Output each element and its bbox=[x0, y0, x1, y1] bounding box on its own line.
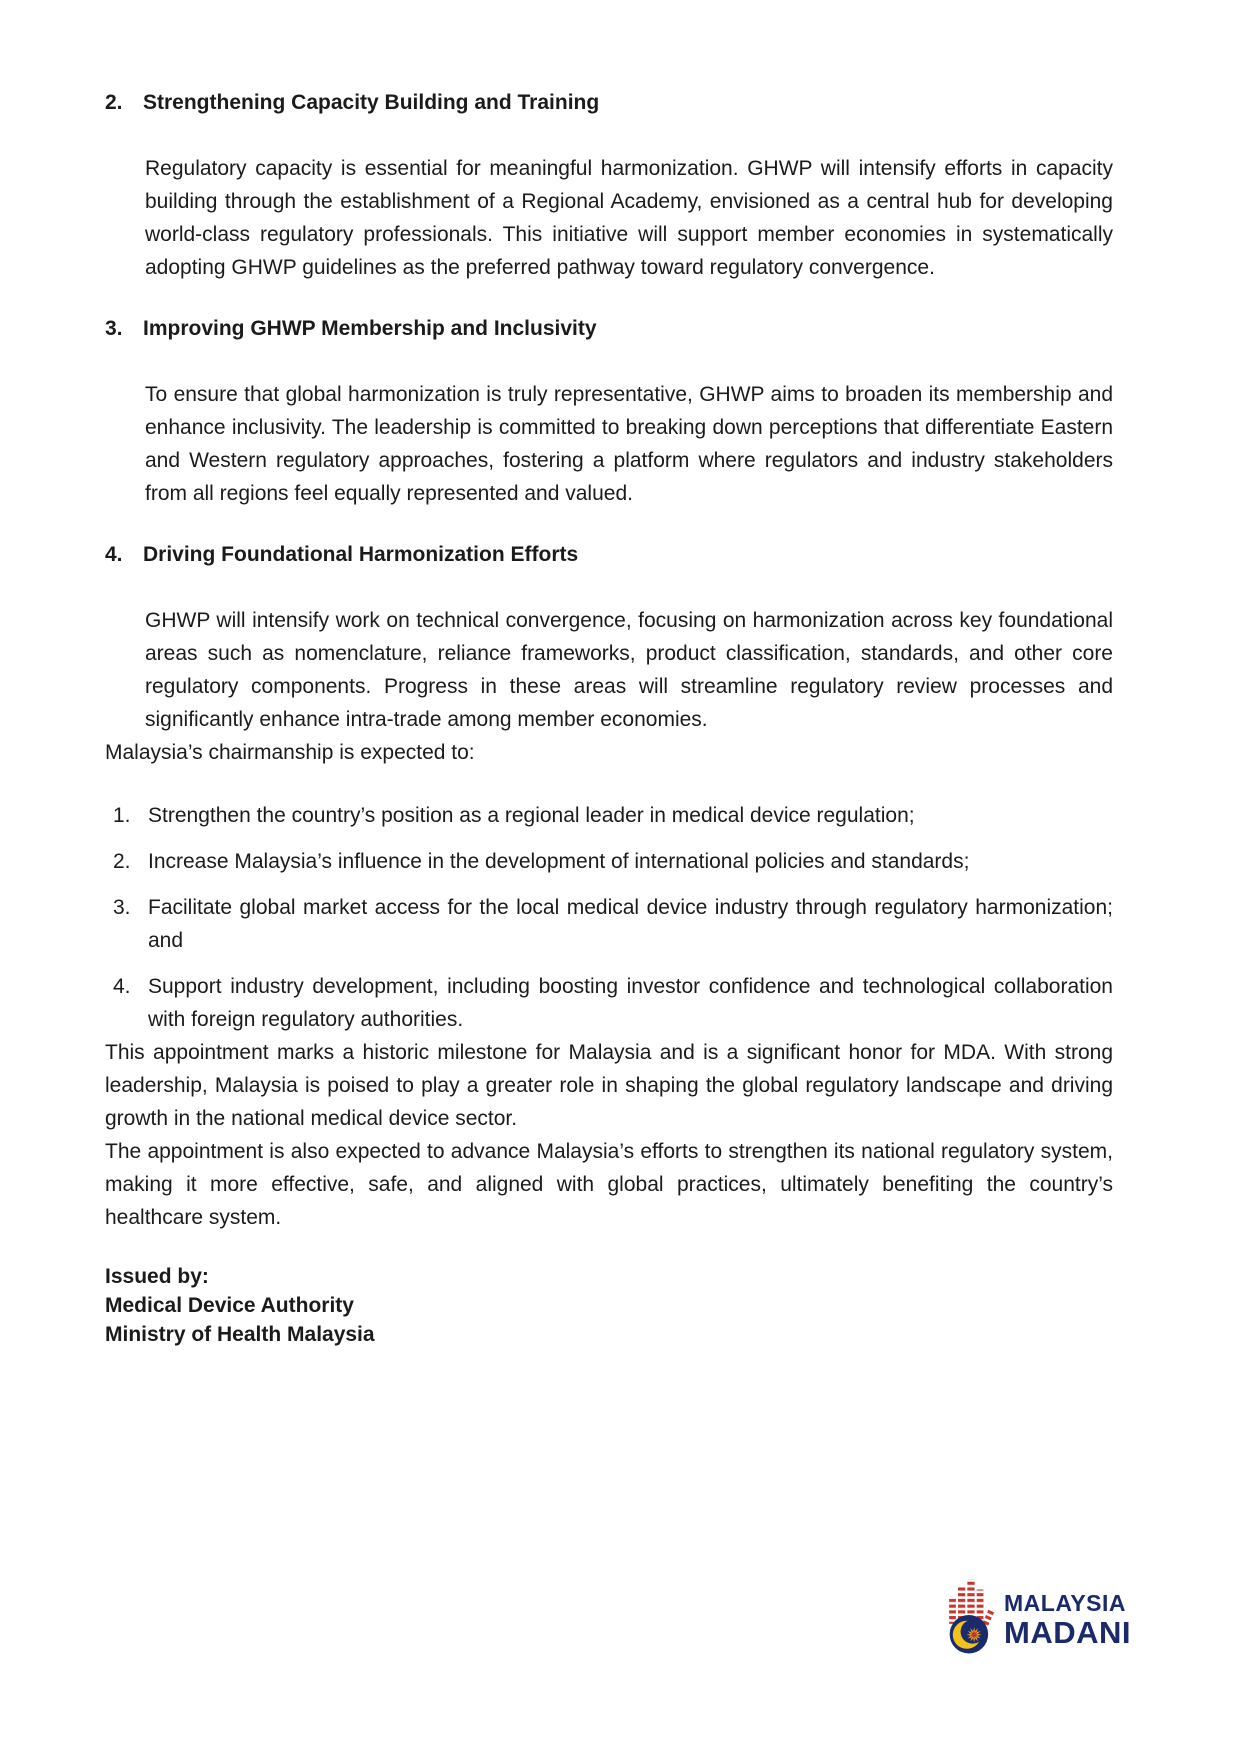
closing-paragraph-1: This appointment marks a historic milestone for Malaysia and is a significant honor for MDA. With strong leadership, Malaysia is poised to play a greater role in shaping the global regulatory landscape and driving growth in the national medical device sector. bbox=[105, 1041, 1113, 1130]
section-body-2: Regulatory capacity is essential for meaningful harmonization. GHWP will intensify efforts in capacity building through the establishment of a Regional Academy, envisioned as a central hub for developing world-class regulatory professionals. This initiative will support member economies in systematically adopting GHWP guidelines as the preferred pathway toward regulatory convergence. bbox=[145, 157, 1113, 279]
expectations-list bbox=[105, 799, 1113, 1036]
section-title: Improving GHWP Membership and Inclusivity bbox=[143, 317, 597, 340]
section-heading-4 bbox=[105, 542, 1113, 568]
issued-by-label: Issued by: bbox=[105, 1265, 209, 1288]
issued-by-block bbox=[105, 1262, 1113, 1349]
closing-paragraph-2: The appointment is also expected to advance Malaysia’s efforts to strengthen its national regulatory system, making it more effective, safe, and aligned with global practices, ultimately benefiting the country’s healthcare system. bbox=[105, 1140, 1113, 1229]
section-number: 2. bbox=[105, 91, 123, 114]
section-heading-3 bbox=[105, 316, 1113, 342]
list-item-3 bbox=[105, 891, 1113, 957]
section-title: Strengthening Capacity Building and Training bbox=[143, 91, 600, 114]
list-item-number: 3. bbox=[113, 896, 131, 919]
list-item-1 bbox=[105, 799, 1113, 832]
logo-word-madani: MADANI bbox=[1004, 1615, 1131, 1650]
list-item-text: Support industry development, including boosting investor confidence and technological collaboration with foreign regulatory authorities. bbox=[148, 975, 1113, 1031]
malaysia-madani-wordmark bbox=[1004, 1592, 1131, 1648]
section-title: Driving Foundational Harmonization Efforts bbox=[143, 543, 579, 566]
issuer-ministry: Ministry of Health Malaysia bbox=[105, 1323, 375, 1346]
section-body-3: To ensure that global harmonization is truly representative, GHWP aims to broaden its membership and enhance inclusivity. The leadership is committed to breaking down perceptions that differentiate Eastern and Western regulatory approaches, fostering a platform where regulators and industry stakeholders from all regions feel equally represented and valued. bbox=[145, 383, 1113, 505]
list-item-2 bbox=[105, 845, 1113, 878]
malaysia-madani-emblem-icon bbox=[948, 1576, 995, 1654]
list-item-text: Strengthen the country’s position as a regional leader in medical device regulation; bbox=[148, 804, 915, 827]
list-item-text: Increase Malaysia’s influence in the development of international policies and standards; bbox=[148, 850, 970, 873]
list-item-text: Facilitate global market access for the local medical device industry through regulatory harmonization; and bbox=[148, 896, 1113, 952]
list-item-4 bbox=[105, 970, 1113, 1036]
section-body-4: GHWP will intensify work on technical convergence, focusing on harmonization across key foundational areas such as nomenclature, reliance frameworks, product classification, standards, and other core regulatory components. Progress in these areas will streamline regulatory review processes and significantly enhance intra-trade among member economies. bbox=[145, 609, 1113, 731]
section-number: 3. bbox=[105, 317, 123, 340]
list-item-number: 4. bbox=[113, 975, 131, 998]
section-number: 4. bbox=[105, 543, 123, 566]
list-item-number: 1. bbox=[113, 804, 131, 827]
logo-word-malaysia: MALAYSIA bbox=[1004, 1590, 1126, 1616]
section-heading-2 bbox=[105, 90, 1113, 116]
malaysia-madani-logo bbox=[948, 1576, 1131, 1654]
expectations-intro: Malaysia’s chairmanship is expected to: bbox=[105, 741, 475, 764]
issuer-organization: Medical Device Authority bbox=[105, 1294, 354, 1317]
list-item-number: 2. bbox=[113, 850, 131, 873]
